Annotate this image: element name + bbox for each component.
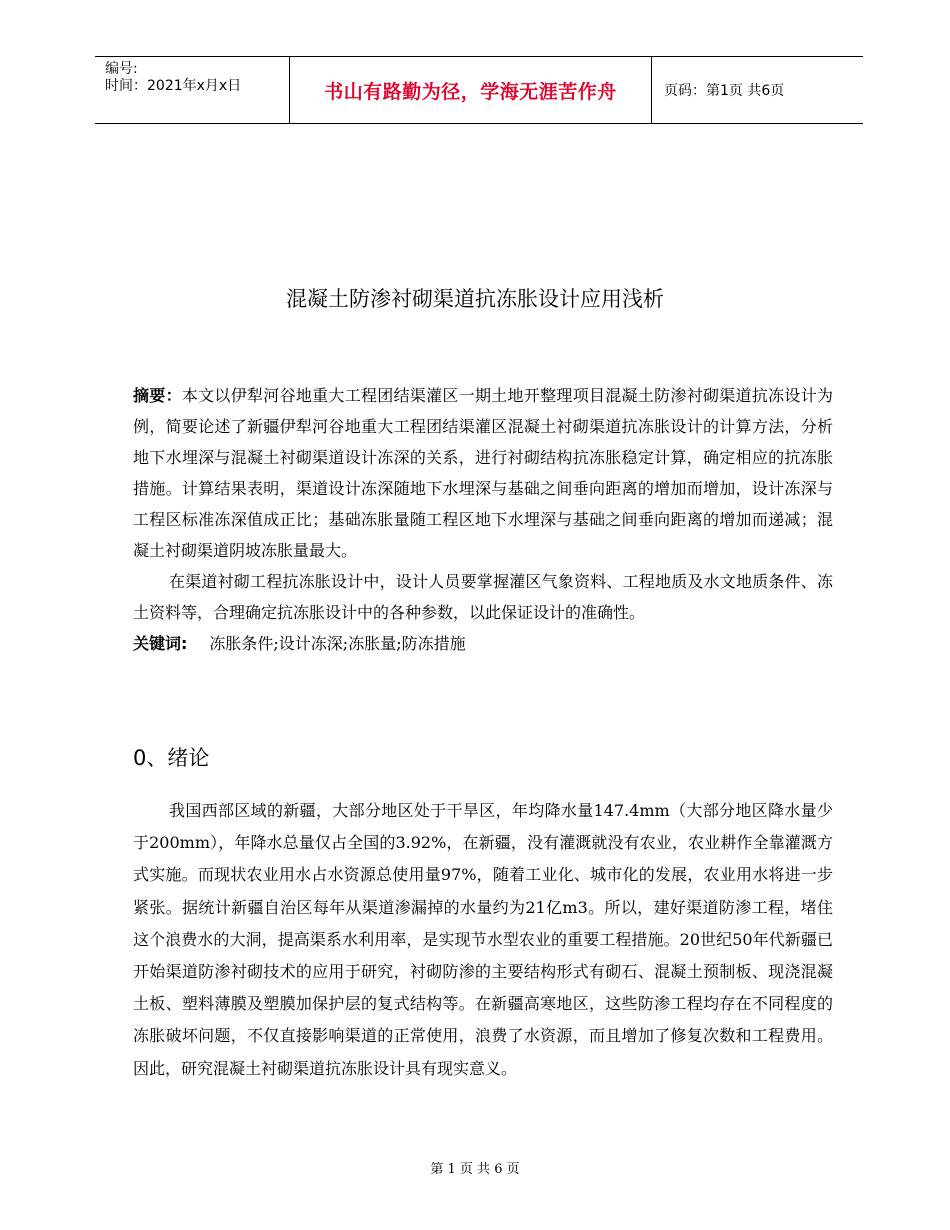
- document-number-label: 编号:: [105, 61, 138, 77]
- keywords-label: 关键词:: [133, 634, 188, 653]
- header-page-info: 页码：第1页 共6页: [664, 83, 785, 99]
- header-meta: [95, 57, 290, 123]
- page-footer: 第 1 页 共 6 页: [430, 1162, 520, 1177]
- document-title: 混凝土防渗衬砌渠道抗冻胀设计应用浅析: [286, 287, 664, 311]
- header-motto: 书山有路勤为径，学海无涯苦作舟: [290, 57, 652, 123]
- abstract-label: 摘要：: [133, 386, 182, 405]
- page-header: [95, 56, 863, 124]
- abstract-paragraph-2: 在渠道衬砌工程抗冻胀设计中，设计人员要掌握灌区气象资料、工程地质及水文地质条件、冻土资料等，合理确定抗冻胀设计中的各种参数，以此保证设计的准确性。: [133, 572, 833, 622]
- section-heading: 0、绪论: [133, 746, 210, 770]
- keywords-line: [133, 628, 833, 659]
- intro-paragraph: 我国西部区域的新疆，大部分地区处于干旱区，年均降水量147.4mm（大部分地区降水量少于200mm），年降水总量仅占全国的3.92%，在新疆，没有灌溉就没有农业，农业耕作全靠灌溉方式实施。而现状农业用水占水资源总使用量97%，随着工业化、城市化的发展，农业用水将进一步紧张。据统计新疆自治区每年从渠道渗漏掉的水量约为21亿m3。所以，建好渠道防渗工程，堵住这个浪费水的大洞，提高渠系水利用率，是实现节水型农业的重要工程措施。20世纪50年代新疆已开始渠道防渗衬砌技术的应用于研究，衬砌防渗的主要结构形式有砌石、混凝土预制板、现浇混凝土板、塑料薄膜及塑膜加保护层的复式结构等。在新疆高寒地区，这些防渗工程均存在不同程度的冻胀破坏问题，不仅直接影响渠道的正常使用，浪费了水资源，而且增加了修复次数和工程费用。因此，研究混凝土衬砌渠道抗冻胀设计具有现实意义。: [133, 801, 833, 1078]
- document-time-label: 时间：2021年x月x日: [105, 78, 242, 94]
- keywords-value: 冻胀条件;设计冻深;冻胀量;防冻措施: [209, 634, 466, 653]
- intro-section: [133, 795, 833, 1085]
- abstract-text: 本文以伊犁河谷地重大工程团结渠灌区一期土地开整理项目混凝土防渗衬砌渠道抗冻设计为例，简要论述了新疆伊犁河谷地重大工程团结渠灌区混凝土衬砌渠道抗冻胀设计的计算方法，分析地下水埋深与混凝土衬砌渠道设计冻深的关系，进行衬砌结构抗冻胀稳定计算，确定相应的抗冻胀措施。计算结果表明，渠道设计冻深随地下水埋深与基础之间垂向距离的增加而增加，设计冻深与工程区标准冻深值成正比；基础冻胀量随工程区地下水埋深与基础之间垂向距离的增加而递减；混凝土衬砌渠道阴坡冻胀量最大。: [133, 386, 833, 560]
- abstract-section: [133, 380, 833, 659]
- abstract-paragraph: [133, 380, 833, 566]
